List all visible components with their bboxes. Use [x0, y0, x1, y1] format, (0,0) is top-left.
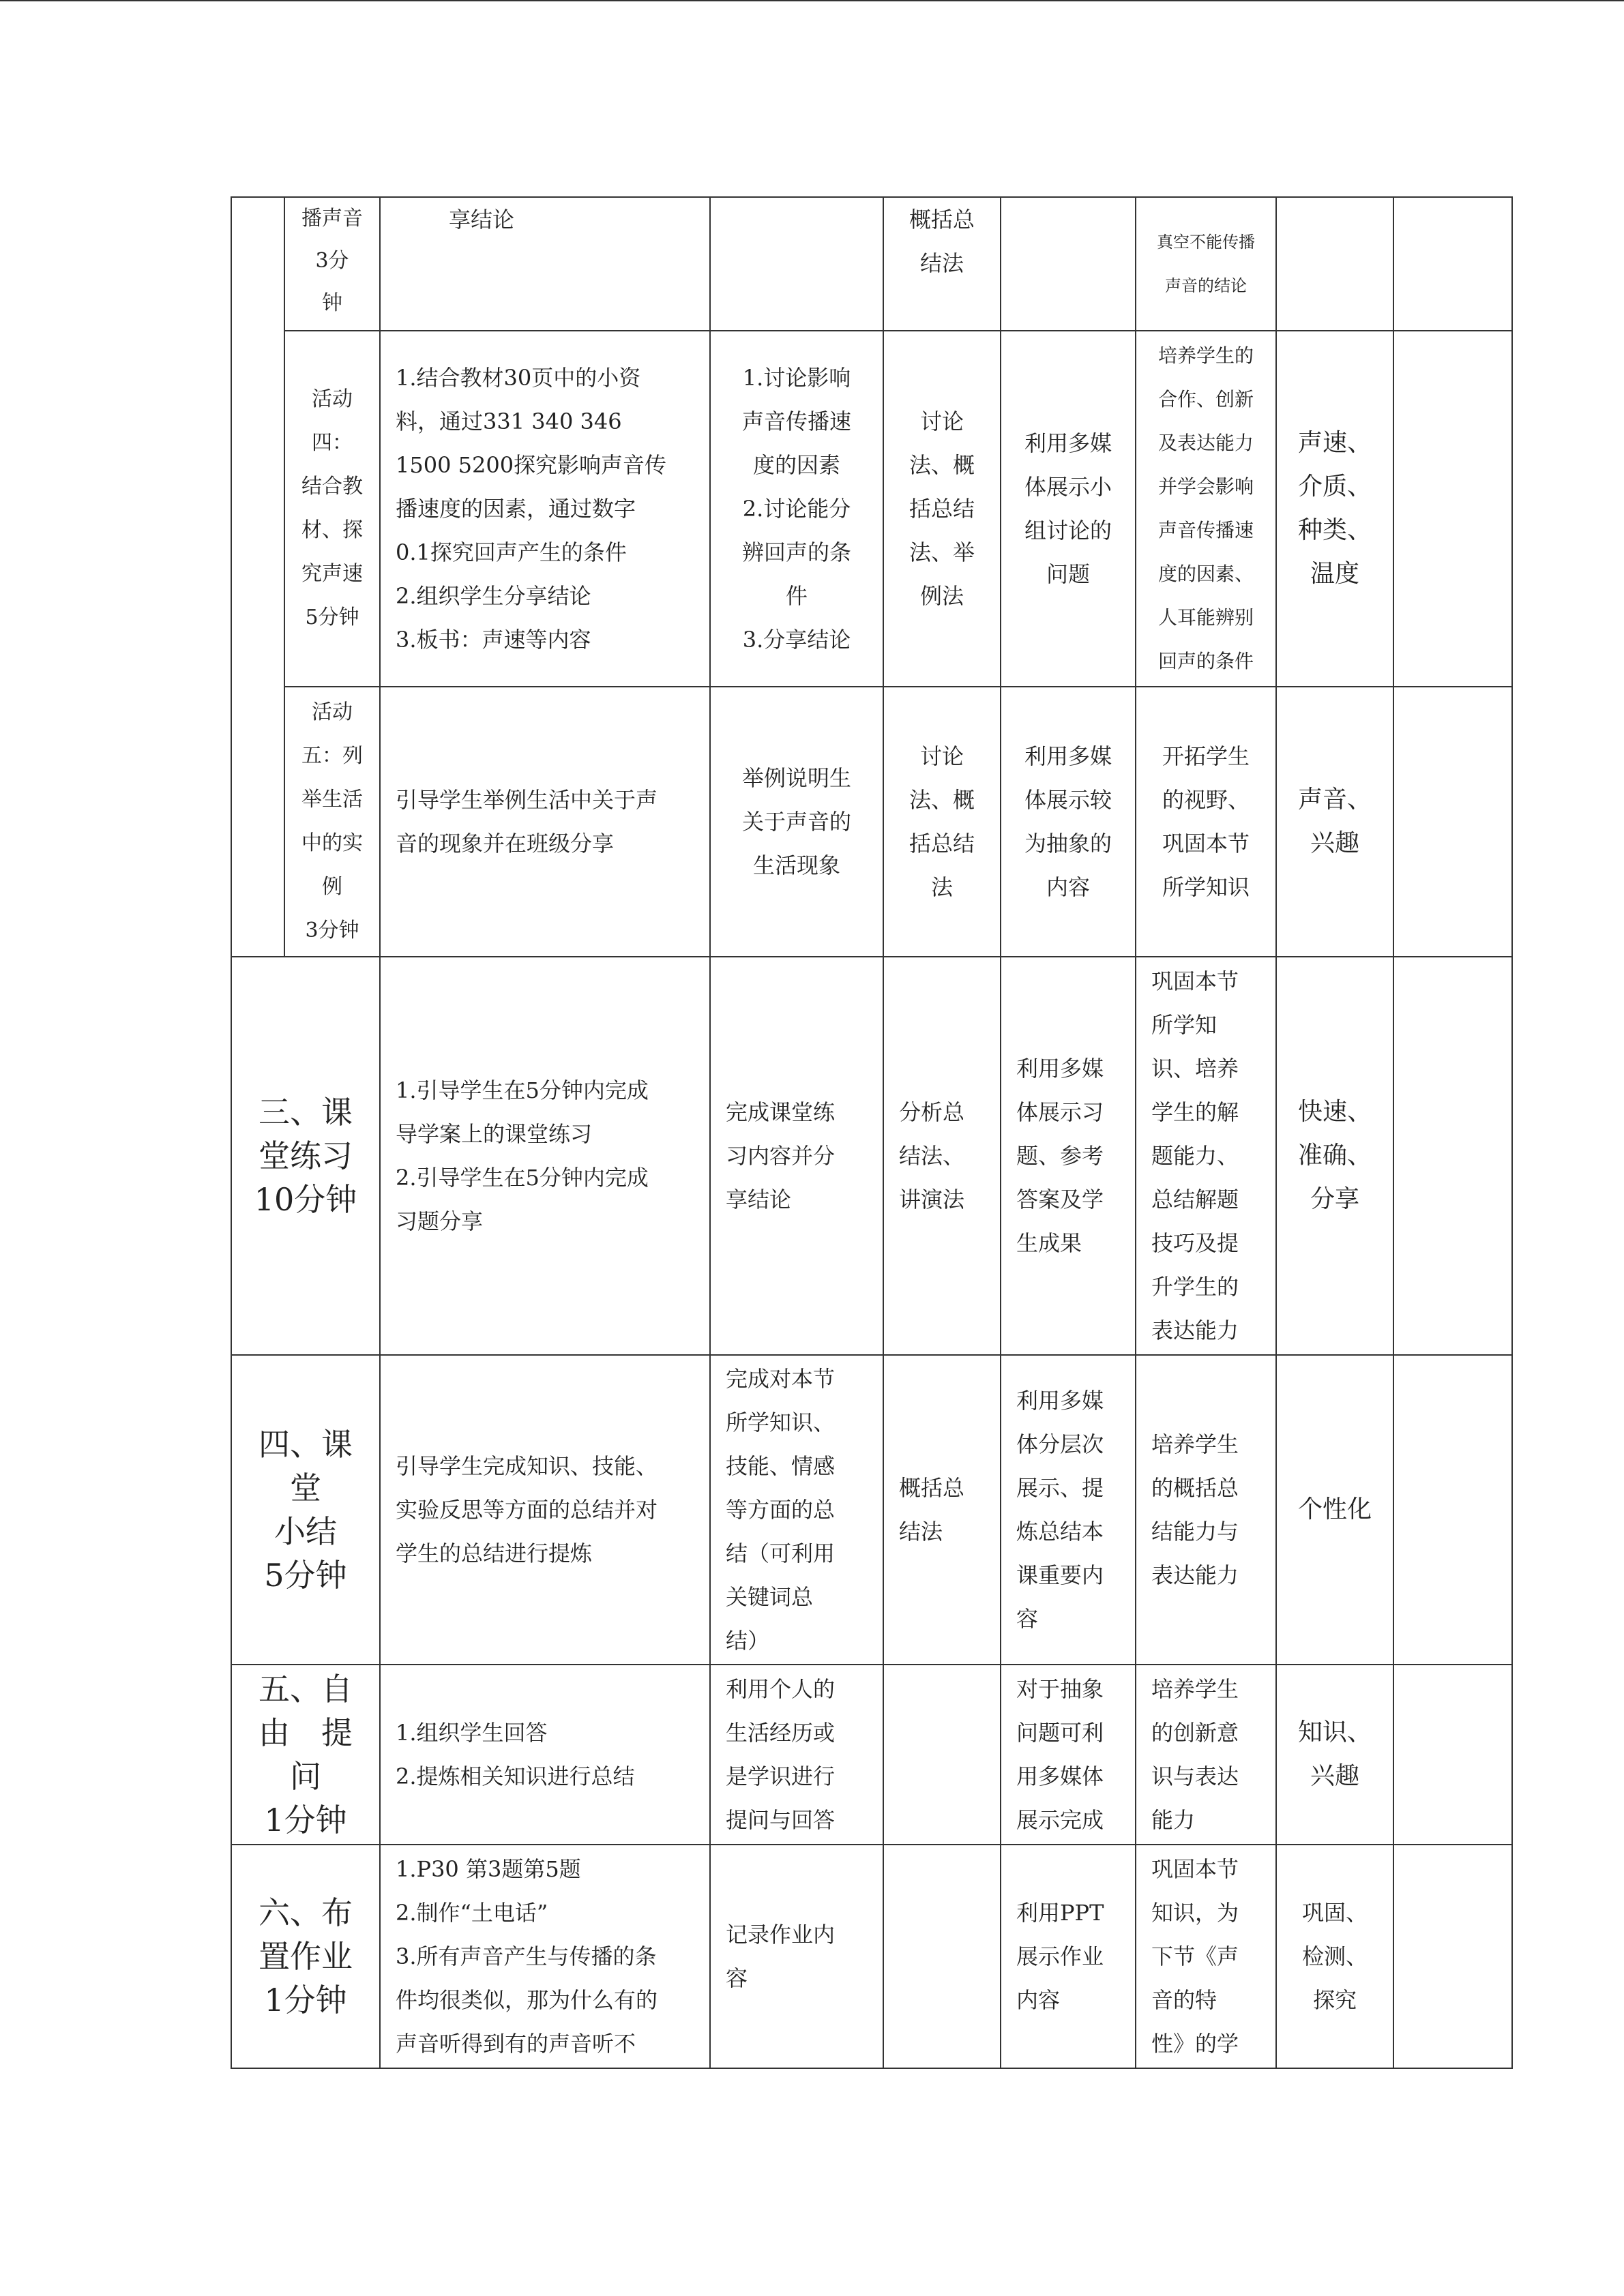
empty-cell — [1393, 331, 1512, 687]
student-activity-cell: 1.讨论影响 声音传播速 度的因素 2.讨论能分 辨回声的条 件 3.分享结论 — [710, 331, 883, 687]
activity-cell: 播声音 3分 钟 — [284, 197, 380, 331]
empty-cell — [1393, 1845, 1512, 2068]
intent-cell: 培养学生 的概括总 结能力与 表达能力 — [1136, 1355, 1276, 1665]
keyword-cell: 个性化 — [1276, 1355, 1393, 1665]
media-cell: 利用多媒 体展示小 组讨论的 问题 — [1001, 331, 1136, 687]
keyword-cell: 快速、 准确、 分享 — [1276, 957, 1393, 1355]
teacher-activity-cell: 享结论 — [380, 197, 710, 331]
keyword-cell: 声速、 介质、 种类、 温度 — [1276, 331, 1393, 687]
media-cell: 利用PPT 展示作业 内容 — [1001, 1845, 1136, 2068]
intent-cell: 开拓学生 的视野、 巩固本节 所学知识 — [1136, 687, 1276, 957]
segment-cell: 四、课 堂 小结 5分钟 — [231, 1355, 380, 1665]
teacher-activity-cell: 引导学生完成知识、技能、 实验反思等方面的总结并对 学生的总结进行提炼 — [380, 1355, 710, 1665]
student-activity-cell: 记录作业内 容 — [710, 1845, 883, 2068]
student-activity-cell: 完成对本节 所学知识、 技能、情感 等方面的总 结（可利用 关键词总 结） — [710, 1355, 883, 1665]
keyword-cell: 巩固、 检测、 探究 — [1276, 1845, 1393, 2068]
student-activity-cell — [710, 197, 883, 331]
activity-cell: 活动 五：列 举生活 中的实 例 3分钟 — [284, 687, 380, 957]
table-row — [231, 1845, 1512, 2068]
table-row — [231, 687, 1512, 957]
student-activity-cell: 完成课堂练 习内容并分 享结论 — [710, 957, 883, 1355]
empty-cell — [1393, 687, 1512, 957]
media-cell — [1001, 197, 1136, 331]
method-cell: 概括总 结法 — [883, 1355, 1001, 1665]
intent-cell: 培养学生 的创新意 识与表达 能力 — [1136, 1665, 1276, 1845]
table-row — [231, 1665, 1512, 1845]
table-row — [231, 957, 1512, 1355]
segment-cell: 五、自 由 提 问 1分钟 — [231, 1665, 380, 1845]
media-cell: 利用多媒 体展示较 为抽象的 内容 — [1001, 687, 1136, 957]
intent-cell: 培养学生的 合作、创新 及表达能力 并学会影响 声音传播速 度的因素、 人耳能辨别 回声的条件 — [1136, 331, 1276, 687]
teacher-activity-cell: 1.结合教材30页中的小资 料，通过331 340 346 1500 5200探究影响声音传 播速度的因素，通过数字 0.1探究回声产生的条件 2.组织学生分享结论 3.板书：声速等内容 — [380, 331, 710, 687]
teacher-activity-cell: 1.组织学生回答 2.提炼相关知识进行总结 — [380, 1665, 710, 1845]
empty-cell — [1393, 1355, 1512, 1665]
teacher-activity-cell: 1.引导学生在5分钟内完成 导学案上的课堂练习 2.引导学生在5分钟内完成 习题分享 — [380, 957, 710, 1355]
keyword-cell: 声音、 兴趣 — [1276, 687, 1393, 957]
keyword-cell: 知识、 兴趣 — [1276, 1665, 1393, 1845]
teacher-activity-cell: 1.P30 第3题第5题 2.制作“土电话” 3.所有声音产生与传播的条 件均很类似，那为什么有的 声音听得到有的声音听不 — [380, 1845, 710, 2068]
method-cell: 讨论 法、概 括总结 法、举 例法 — [883, 331, 1001, 687]
segment-cell: 六、布 置作业 1分钟 — [231, 1845, 380, 2068]
method-cell — [883, 1665, 1001, 1845]
segment-cell-continued — [231, 197, 284, 957]
intent-cell: 真空不能传播 声音的结论 — [1136, 197, 1276, 331]
table-row — [231, 197, 1512, 331]
media-cell: 对于抽象 问题可利 用多媒体 展示完成 — [1001, 1665, 1136, 1845]
intent-cell: 巩固本节 所学知 识、培养 学生的解 题能力、 总结解题 技巧及提 升学生的 表达能力 — [1136, 957, 1276, 1355]
student-activity-cell: 利用个人的 生活经历或 是学识进行 提问与回答 — [710, 1665, 883, 1845]
method-cell: 概括总 结法 — [883, 197, 1001, 331]
teacher-activity-cell: 引导学生举例生活中关于声 音的现象并在班级分享 — [380, 687, 710, 957]
activity-cell: 活动 四： 结合教 材、探 究声速 5分钟 — [284, 331, 380, 687]
method-cell: 讨论 法、概 括总结 法 — [883, 687, 1001, 957]
empty-cell — [1393, 197, 1512, 331]
segment-cell: 三、课 堂练习 10分钟 — [231, 957, 380, 1355]
empty-cell — [1393, 1665, 1512, 1845]
student-activity-cell: 举例说明生 关于声音的 生活现象 — [710, 687, 883, 957]
method-cell — [883, 1845, 1001, 2068]
page-top-rule — [0, 0, 1624, 1]
keyword-cell — [1276, 197, 1393, 331]
lesson-plan-table — [231, 196, 1513, 2069]
media-cell: 利用多媒 体分层次 展示、提 炼总结本 课重要内 容 — [1001, 1355, 1136, 1665]
table-row — [231, 331, 1512, 687]
method-cell: 分析总 结法、 讲演法 — [883, 957, 1001, 1355]
media-cell: 利用多媒 体展示习 题、参考 答案及学 生成果 — [1001, 957, 1136, 1355]
intent-cell: 巩固本节 知识，为 下节《声 音的特 性》的学 — [1136, 1845, 1276, 2068]
table-row — [231, 1355, 1512, 1665]
empty-cell — [1393, 957, 1512, 1355]
